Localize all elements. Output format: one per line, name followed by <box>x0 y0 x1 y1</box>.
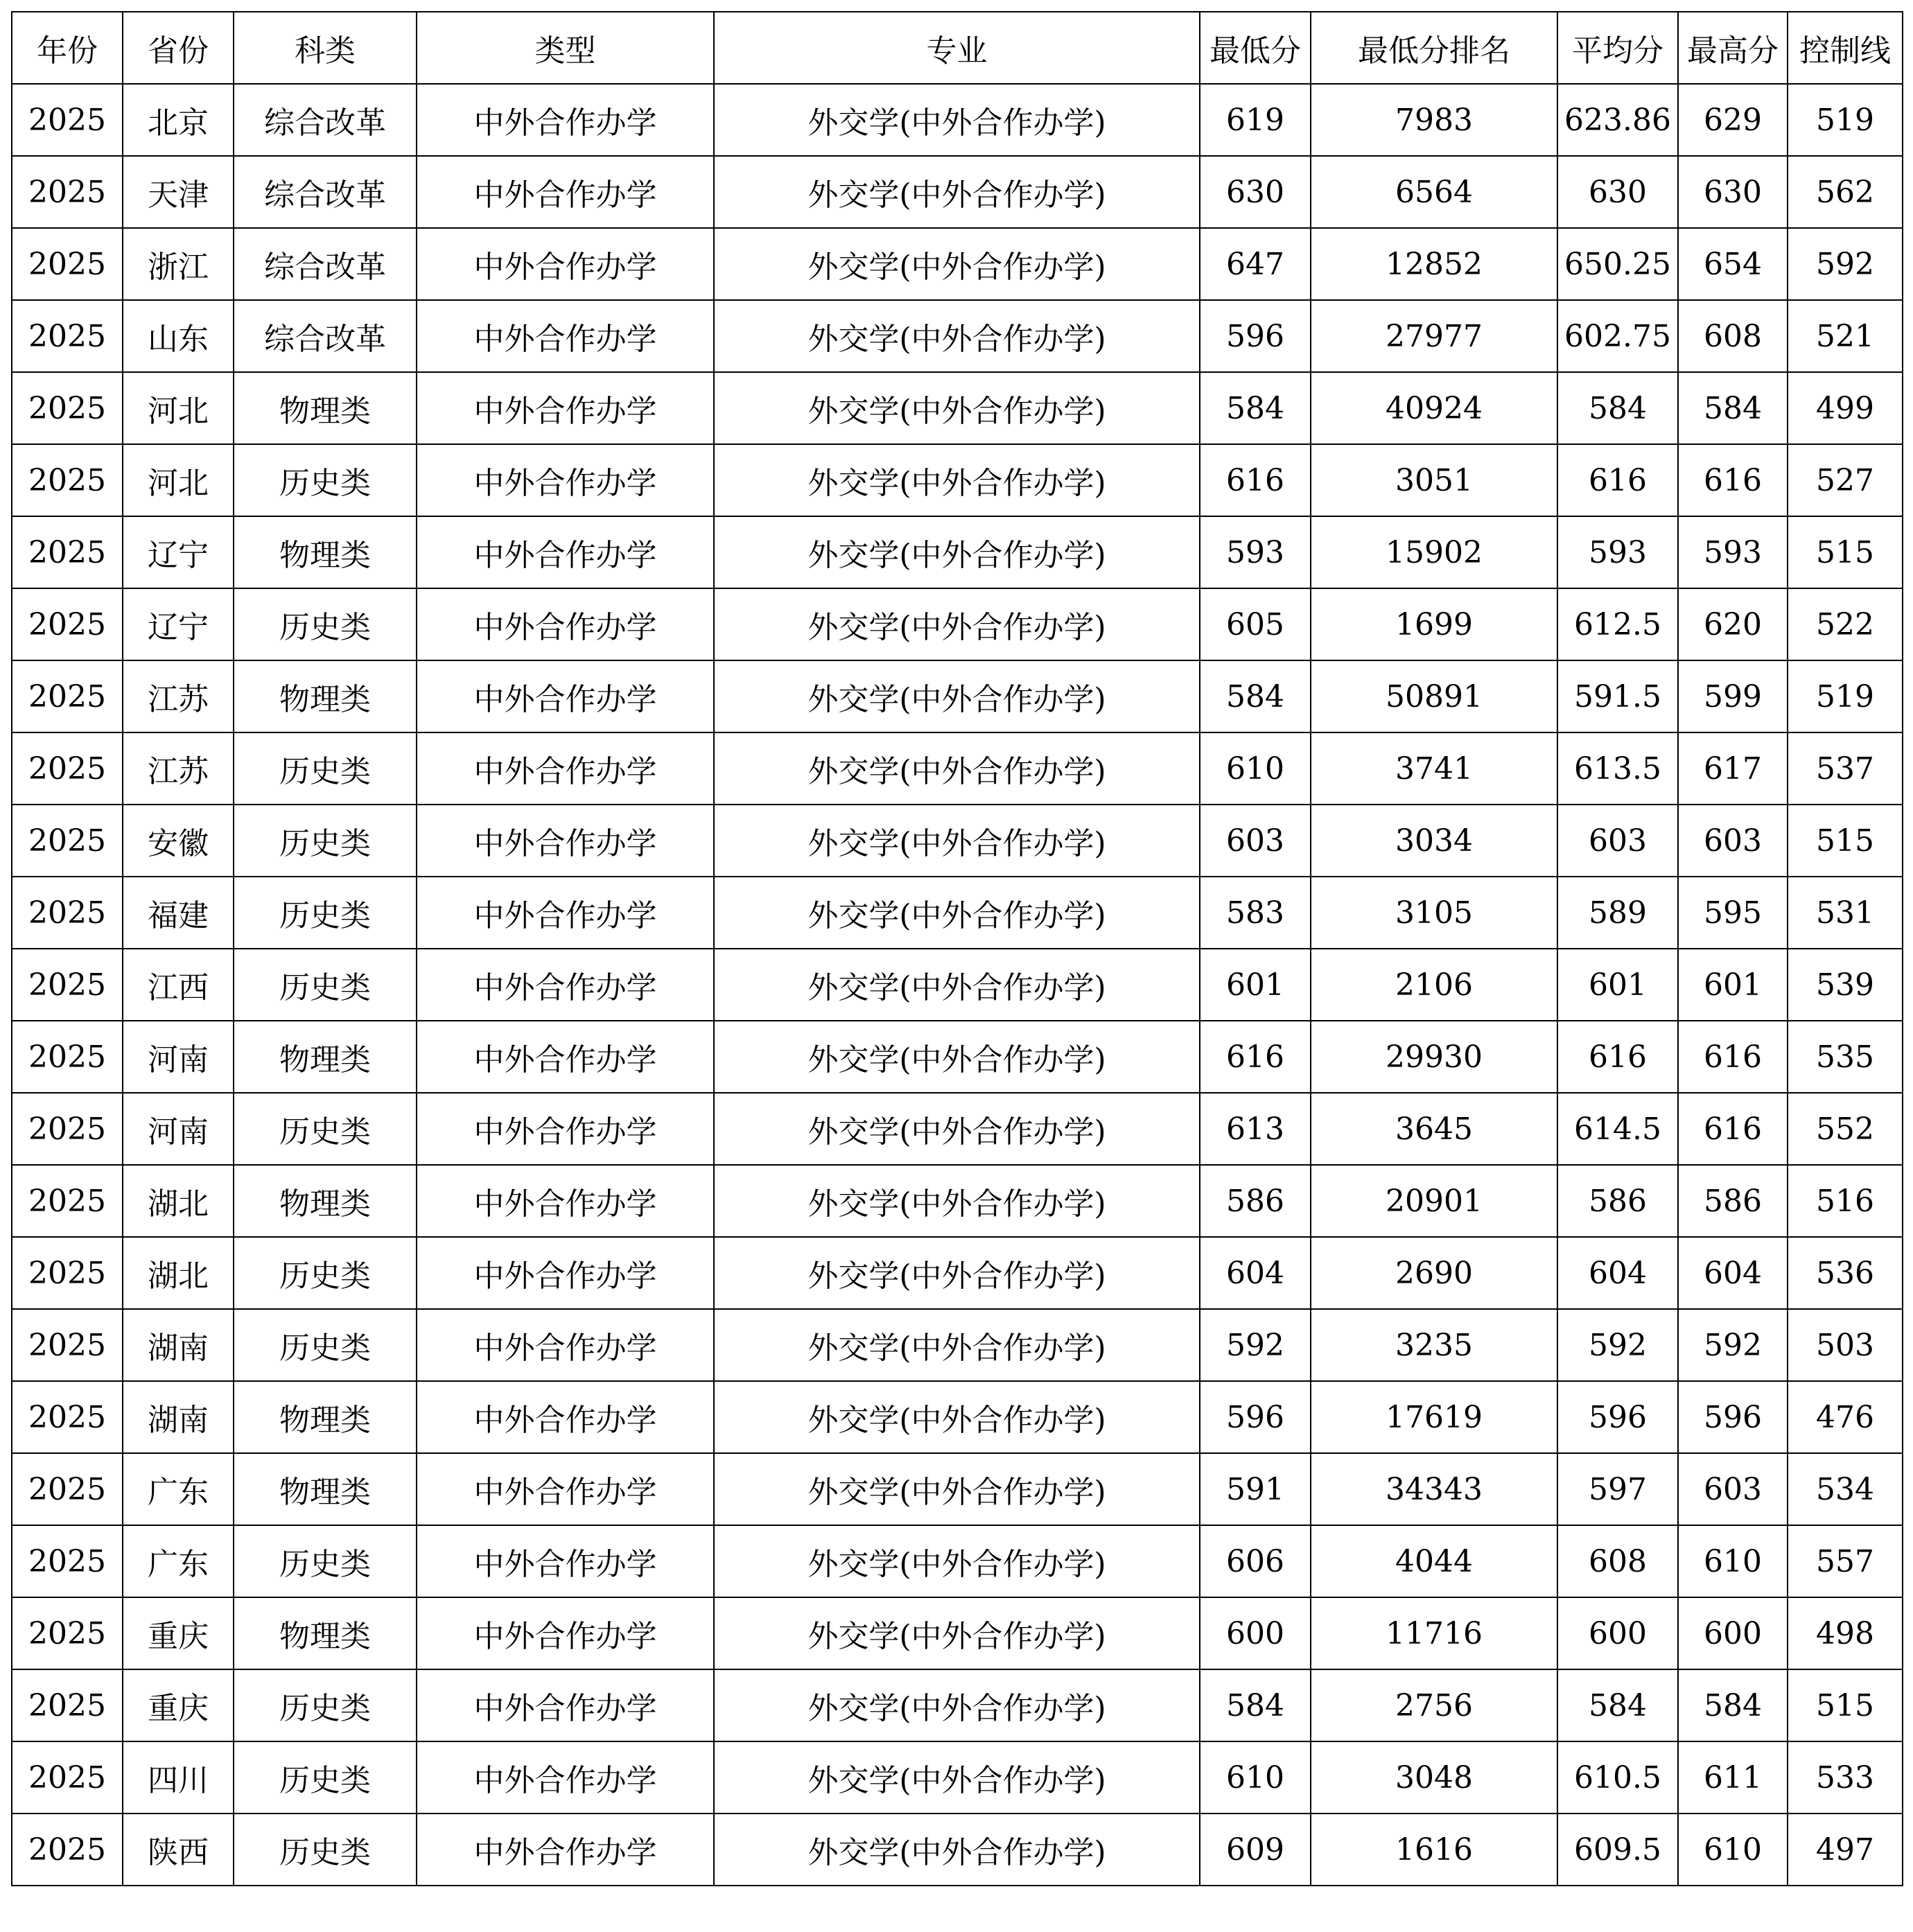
max-score-cell: 620 <box>1678 588 1788 660</box>
max-score-cell: 611 <box>1678 1741 1788 1814</box>
year-cell: 2025 <box>12 877 123 949</box>
control-line-cell: 552 <box>1788 1093 1903 1165</box>
year-cell: 2025 <box>12 1021 123 1093</box>
control-line-cell: 521 <box>1788 300 1903 372</box>
column-header-subject: 科类 <box>234 12 417 84</box>
max-score-cell: 600 <box>1678 1597 1788 1669</box>
year-cell: 2025 <box>12 228 123 300</box>
type-cell: 中外合作办学 <box>417 1525 714 1597</box>
major-cell: 外交学(中外合作办学) <box>714 805 1200 877</box>
table-row <box>12 84 1903 156</box>
table-row <box>12 156 1903 228</box>
min-score-cell: 596 <box>1200 300 1311 372</box>
control-line-cell: 535 <box>1788 1021 1903 1093</box>
year-cell: 2025 <box>12 1814 123 1886</box>
avg-score-cell: 650.25 <box>1557 228 1678 300</box>
major-cell: 外交学(中外合作办学) <box>714 1741 1200 1814</box>
subject-cell: 物理类 <box>234 660 417 732</box>
province-cell: 广东 <box>123 1525 234 1597</box>
year-cell: 2025 <box>12 1525 123 1597</box>
column-header-min-rank: 最低分排名 <box>1311 12 1557 84</box>
control-line-cell: 497 <box>1788 1814 1903 1886</box>
year-cell: 2025 <box>12 1453 123 1525</box>
type-cell: 中外合作办学 <box>417 1669 714 1741</box>
min-score-cell: 593 <box>1200 516 1311 588</box>
major-cell: 外交学(中外合作办学) <box>714 156 1200 228</box>
avg-score-cell: 602.75 <box>1557 300 1678 372</box>
province-cell: 广东 <box>123 1453 234 1525</box>
province-cell: 陕西 <box>123 1814 234 1886</box>
min-score-cell: 603 <box>1200 805 1311 877</box>
min-rank-cell: 3048 <box>1311 1741 1557 1814</box>
type-cell: 中外合作办学 <box>417 1814 714 1886</box>
min-rank-cell: 1616 <box>1311 1814 1557 1886</box>
province-cell: 江苏 <box>123 660 234 732</box>
max-score-cell: 629 <box>1678 84 1788 156</box>
year-cell: 2025 <box>12 1597 123 1669</box>
max-score-cell: 593 <box>1678 516 1788 588</box>
avg-score-cell: 596 <box>1557 1381 1678 1453</box>
table-row <box>12 1237 1903 1309</box>
avg-score-cell: 597 <box>1557 1453 1678 1525</box>
type-cell: 中外合作办学 <box>417 1741 714 1814</box>
type-cell: 中外合作办学 <box>417 732 714 805</box>
avg-score-cell: 591.5 <box>1557 660 1678 732</box>
max-score-cell: 603 <box>1678 805 1788 877</box>
min-rank-cell: 12852 <box>1311 228 1557 300</box>
table-row <box>12 1165 1903 1237</box>
type-cell: 中外合作办学 <box>417 877 714 949</box>
type-cell: 中外合作办学 <box>417 660 714 732</box>
avg-score-cell: 584 <box>1557 372 1678 444</box>
min-rank-cell: 2756 <box>1311 1669 1557 1741</box>
control-line-cell: 515 <box>1788 516 1903 588</box>
min-score-cell: 584 <box>1200 372 1311 444</box>
year-cell: 2025 <box>12 732 123 805</box>
type-cell: 中外合作办学 <box>417 1093 714 1165</box>
subject-cell: 物理类 <box>234 516 417 588</box>
admission-score-table <box>11 11 1903 1886</box>
province-cell: 湖北 <box>123 1237 234 1309</box>
major-cell: 外交学(中外合作办学) <box>714 1309 1200 1381</box>
avg-score-cell: 613.5 <box>1557 732 1678 805</box>
min-rank-cell: 27977 <box>1311 300 1557 372</box>
year-cell: 2025 <box>12 1237 123 1309</box>
province-cell: 湖南 <box>123 1381 234 1453</box>
control-line-cell: 537 <box>1788 732 1903 805</box>
major-cell: 外交学(中外合作办学) <box>714 228 1200 300</box>
table-body <box>12 84 1903 1886</box>
min-score-cell: 591 <box>1200 1453 1311 1525</box>
control-line-cell: 536 <box>1788 1237 1903 1309</box>
province-cell: 重庆 <box>123 1669 234 1741</box>
column-header-type: 类型 <box>417 12 714 84</box>
province-cell: 河南 <box>123 1021 234 1093</box>
province-cell: 浙江 <box>123 228 234 300</box>
table-row <box>12 660 1903 732</box>
max-score-cell: 608 <box>1678 300 1788 372</box>
major-cell: 外交学(中外合作办学) <box>714 1597 1200 1669</box>
year-cell: 2025 <box>12 1093 123 1165</box>
min-score-cell: 592 <box>1200 1309 1311 1381</box>
control-line-cell: 592 <box>1788 228 1903 300</box>
min-rank-cell: 40924 <box>1311 372 1557 444</box>
major-cell: 外交学(中外合作办学) <box>714 1381 1200 1453</box>
subject-cell: 物理类 <box>234 1597 417 1669</box>
year-cell: 2025 <box>12 660 123 732</box>
major-cell: 外交学(中外合作办学) <box>714 1814 1200 1886</box>
avg-score-cell: 592 <box>1557 1309 1678 1381</box>
table-row <box>12 877 1903 949</box>
subject-cell: 历史类 <box>234 588 417 660</box>
table-header <box>12 12 1903 84</box>
table-row <box>12 949 1903 1021</box>
avg-score-cell: 616 <box>1557 444 1678 516</box>
min-rank-cell: 50891 <box>1311 660 1557 732</box>
column-header-avg-score: 平均分 <box>1557 12 1678 84</box>
max-score-cell: 604 <box>1678 1237 1788 1309</box>
avg-score-cell: 623.86 <box>1557 84 1678 156</box>
table-row <box>12 732 1903 805</box>
max-score-cell: 596 <box>1678 1381 1788 1453</box>
province-cell: 福建 <box>123 877 234 949</box>
control-line-cell: 498 <box>1788 1597 1903 1669</box>
table-row <box>12 1741 1903 1814</box>
control-line-cell: 516 <box>1788 1165 1903 1237</box>
type-cell: 中外合作办学 <box>417 372 714 444</box>
table-row <box>12 1597 1903 1669</box>
min-rank-cell: 17619 <box>1311 1381 1557 1453</box>
major-cell: 外交学(中外合作办学) <box>714 949 1200 1021</box>
major-cell: 外交学(中外合作办学) <box>714 84 1200 156</box>
header-row <box>12 12 1903 84</box>
min-rank-cell: 3051 <box>1311 444 1557 516</box>
table-row <box>12 1021 1903 1093</box>
column-header-max-score: 最高分 <box>1678 12 1788 84</box>
min-rank-cell: 11716 <box>1311 1597 1557 1669</box>
min-rank-cell: 15902 <box>1311 516 1557 588</box>
province-cell: 江苏 <box>123 732 234 805</box>
major-cell: 外交学(中外合作办学) <box>714 1021 1200 1093</box>
type-cell: 中外合作办学 <box>417 1453 714 1525</box>
subject-cell: 历史类 <box>234 877 417 949</box>
avg-score-cell: 604 <box>1557 1237 1678 1309</box>
column-header-min-score: 最低分 <box>1200 12 1311 84</box>
type-cell: 中外合作办学 <box>417 805 714 877</box>
min-rank-cell: 2106 <box>1311 949 1557 1021</box>
subject-cell: 历史类 <box>234 1525 417 1597</box>
type-cell: 中外合作办学 <box>417 444 714 516</box>
max-score-cell: 616 <box>1678 1021 1788 1093</box>
avg-score-cell: 630 <box>1557 156 1678 228</box>
province-cell: 河南 <box>123 1093 234 1165</box>
type-cell: 中外合作办学 <box>417 156 714 228</box>
province-cell: 河北 <box>123 444 234 516</box>
province-cell: 安徽 <box>123 805 234 877</box>
control-line-cell: 519 <box>1788 84 1903 156</box>
min-score-cell: 610 <box>1200 732 1311 805</box>
year-cell: 2025 <box>12 444 123 516</box>
major-cell: 外交学(中外合作办学) <box>714 372 1200 444</box>
province-cell: 江西 <box>123 949 234 1021</box>
min-score-cell: 609 <box>1200 1814 1311 1886</box>
min-score-cell: 586 <box>1200 1165 1311 1237</box>
subject-cell: 综合改革 <box>234 300 417 372</box>
table-row <box>12 588 1903 660</box>
province-cell: 山东 <box>123 300 234 372</box>
control-line-cell: 562 <box>1788 156 1903 228</box>
min-rank-cell: 3741 <box>1311 732 1557 805</box>
subject-cell: 历史类 <box>234 732 417 805</box>
avg-score-cell: 586 <box>1557 1165 1678 1237</box>
min-score-cell: 604 <box>1200 1237 1311 1309</box>
min-rank-cell: 3034 <box>1311 805 1557 877</box>
min-score-cell: 619 <box>1200 84 1311 156</box>
subject-cell: 历史类 <box>234 805 417 877</box>
year-cell: 2025 <box>12 588 123 660</box>
subject-cell: 历史类 <box>234 1741 417 1814</box>
avg-score-cell: 610.5 <box>1557 1741 1678 1814</box>
avg-score-cell: 589 <box>1557 877 1678 949</box>
min-rank-cell: 3235 <box>1311 1309 1557 1381</box>
max-score-cell: 630 <box>1678 156 1788 228</box>
major-cell: 外交学(中外合作办学) <box>714 1165 1200 1237</box>
type-cell: 中外合作办学 <box>417 1597 714 1669</box>
major-cell: 外交学(中外合作办学) <box>714 660 1200 732</box>
min-rank-cell: 34343 <box>1311 1453 1557 1525</box>
subject-cell: 物理类 <box>234 1453 417 1525</box>
min-rank-cell: 3645 <box>1311 1093 1557 1165</box>
avg-score-cell: 601 <box>1557 949 1678 1021</box>
control-line-cell: 557 <box>1788 1525 1903 1597</box>
max-score-cell: 592 <box>1678 1309 1788 1381</box>
major-cell: 外交学(中外合作办学) <box>714 1525 1200 1597</box>
table-row <box>12 372 1903 444</box>
max-score-cell: 584 <box>1678 1669 1788 1741</box>
column-header-major: 专业 <box>714 12 1200 84</box>
control-line-cell: 515 <box>1788 805 1903 877</box>
major-cell: 外交学(中外合作办学) <box>714 732 1200 805</box>
major-cell: 外交学(中外合作办学) <box>714 300 1200 372</box>
table-row <box>12 444 1903 516</box>
min-score-cell: 613 <box>1200 1093 1311 1165</box>
min-score-cell: 605 <box>1200 588 1311 660</box>
avg-score-cell: 614.5 <box>1557 1093 1678 1165</box>
avg-score-cell: 603 <box>1557 805 1678 877</box>
major-cell: 外交学(中外合作办学) <box>714 1093 1200 1165</box>
column-header-year: 年份 <box>12 12 123 84</box>
major-cell: 外交学(中外合作办学) <box>714 444 1200 516</box>
subject-cell: 综合改革 <box>234 84 417 156</box>
avg-score-cell: 616 <box>1557 1021 1678 1093</box>
min-score-cell: 616 <box>1200 444 1311 516</box>
subject-cell: 历史类 <box>234 1814 417 1886</box>
type-cell: 中外合作办学 <box>417 228 714 300</box>
max-score-cell: 654 <box>1678 228 1788 300</box>
table-row <box>12 805 1903 877</box>
province-cell: 辽宁 <box>123 588 234 660</box>
major-cell: 外交学(中外合作办学) <box>714 1453 1200 1525</box>
max-score-cell: 601 <box>1678 949 1788 1021</box>
year-cell: 2025 <box>12 949 123 1021</box>
min-score-cell: 596 <box>1200 1381 1311 1453</box>
max-score-cell: 616 <box>1678 444 1788 516</box>
control-line-cell: 527 <box>1788 444 1903 516</box>
min-score-cell: 610 <box>1200 1741 1311 1814</box>
avg-score-cell: 609.5 <box>1557 1814 1678 1886</box>
table-row <box>12 516 1903 588</box>
min-score-cell: 601 <box>1200 949 1311 1021</box>
province-cell: 辽宁 <box>123 516 234 588</box>
subject-cell: 物理类 <box>234 1381 417 1453</box>
min-score-cell: 584 <box>1200 1669 1311 1741</box>
year-cell: 2025 <box>12 516 123 588</box>
column-header-control-line: 控制线 <box>1788 12 1903 84</box>
year-cell: 2025 <box>12 805 123 877</box>
type-cell: 中外合作办学 <box>417 1021 714 1093</box>
province-cell: 四川 <box>123 1741 234 1814</box>
subject-cell: 历史类 <box>234 444 417 516</box>
type-cell: 中外合作办学 <box>417 84 714 156</box>
min-rank-cell: 7983 <box>1311 84 1557 156</box>
type-cell: 中外合作办学 <box>417 1237 714 1309</box>
control-line-cell: 522 <box>1788 588 1903 660</box>
control-line-cell: 539 <box>1788 949 1903 1021</box>
table-row <box>12 228 1903 300</box>
min-rank-cell: 6564 <box>1311 156 1557 228</box>
column-header-province: 省份 <box>123 12 234 84</box>
min-rank-cell: 1699 <box>1311 588 1557 660</box>
year-cell: 2025 <box>12 372 123 444</box>
table-row <box>12 1093 1903 1165</box>
max-score-cell: 603 <box>1678 1453 1788 1525</box>
subject-cell: 物理类 <box>234 1165 417 1237</box>
min-rank-cell: 20901 <box>1311 1165 1557 1237</box>
max-score-cell: 584 <box>1678 372 1788 444</box>
subject-cell: 物理类 <box>234 1021 417 1093</box>
province-cell: 湖南 <box>123 1309 234 1381</box>
type-cell: 中外合作办学 <box>417 1309 714 1381</box>
control-line-cell: 499 <box>1788 372 1903 444</box>
province-cell: 湖北 <box>123 1165 234 1237</box>
year-cell: 2025 <box>12 1165 123 1237</box>
type-cell: 中外合作办学 <box>417 300 714 372</box>
table-row <box>12 1381 1903 1453</box>
major-cell: 外交学(中外合作办学) <box>714 877 1200 949</box>
type-cell: 中外合作办学 <box>417 588 714 660</box>
control-line-cell: 531 <box>1788 877 1903 949</box>
max-score-cell: 595 <box>1678 877 1788 949</box>
avg-score-cell: 584 <box>1557 1669 1678 1741</box>
subject-cell: 历史类 <box>234 1669 417 1741</box>
max-score-cell: 599 <box>1678 660 1788 732</box>
table-row <box>12 1814 1903 1886</box>
avg-score-cell: 612.5 <box>1557 588 1678 660</box>
subject-cell: 历史类 <box>234 949 417 1021</box>
table-row <box>12 1669 1903 1741</box>
control-line-cell: 503 <box>1788 1309 1903 1381</box>
year-cell: 2025 <box>12 300 123 372</box>
year-cell: 2025 <box>12 156 123 228</box>
max-score-cell: 610 <box>1678 1814 1788 1886</box>
year-cell: 2025 <box>12 84 123 156</box>
avg-score-cell: 600 <box>1557 1597 1678 1669</box>
min-score-cell: 600 <box>1200 1597 1311 1669</box>
min-score-cell: 616 <box>1200 1021 1311 1093</box>
major-cell: 外交学(中外合作办学) <box>714 1237 1200 1309</box>
max-score-cell: 610 <box>1678 1525 1788 1597</box>
min-score-cell: 583 <box>1200 877 1311 949</box>
min-rank-cell: 29930 <box>1311 1021 1557 1093</box>
avg-score-cell: 608 <box>1557 1525 1678 1597</box>
major-cell: 外交学(中外合作办学) <box>714 1669 1200 1741</box>
province-cell: 河北 <box>123 372 234 444</box>
min-score-cell: 584 <box>1200 660 1311 732</box>
year-cell: 2025 <box>12 1669 123 1741</box>
year-cell: 2025 <box>12 1381 123 1453</box>
max-score-cell: 586 <box>1678 1165 1788 1237</box>
subject-cell: 综合改革 <box>234 228 417 300</box>
control-line-cell: 476 <box>1788 1381 1903 1453</box>
table-row <box>12 300 1903 372</box>
min-score-cell: 647 <box>1200 228 1311 300</box>
type-cell: 中外合作办学 <box>417 1381 714 1453</box>
avg-score-cell: 593 <box>1557 516 1678 588</box>
type-cell: 中外合作办学 <box>417 949 714 1021</box>
subject-cell: 历史类 <box>234 1093 417 1165</box>
table-row <box>12 1525 1903 1597</box>
year-cell: 2025 <box>12 1309 123 1381</box>
min-score-cell: 630 <box>1200 156 1311 228</box>
year-cell: 2025 <box>12 1741 123 1814</box>
control-line-cell: 515 <box>1788 1669 1903 1741</box>
min-rank-cell: 2690 <box>1311 1237 1557 1309</box>
major-cell: 外交学(中外合作办学) <box>714 588 1200 660</box>
table-row <box>12 1309 1903 1381</box>
major-cell: 外交学(中外合作办学) <box>714 516 1200 588</box>
province-cell: 北京 <box>123 84 234 156</box>
table-row <box>12 1453 1903 1525</box>
subject-cell: 历史类 <box>234 1237 417 1309</box>
min-score-cell: 606 <box>1200 1525 1311 1597</box>
min-rank-cell: 4044 <box>1311 1525 1557 1597</box>
subject-cell: 综合改革 <box>234 156 417 228</box>
min-rank-cell: 3105 <box>1311 877 1557 949</box>
max-score-cell: 617 <box>1678 732 1788 805</box>
type-cell: 中外合作办学 <box>417 516 714 588</box>
control-line-cell: 534 <box>1788 1453 1903 1525</box>
subject-cell: 物理类 <box>234 372 417 444</box>
province-cell: 天津 <box>123 156 234 228</box>
max-score-cell: 616 <box>1678 1093 1788 1165</box>
subject-cell: 历史类 <box>234 1309 417 1381</box>
type-cell: 中外合作办学 <box>417 1165 714 1237</box>
control-line-cell: 519 <box>1788 660 1903 732</box>
control-line-cell: 533 <box>1788 1741 1903 1814</box>
province-cell: 重庆 <box>123 1597 234 1669</box>
